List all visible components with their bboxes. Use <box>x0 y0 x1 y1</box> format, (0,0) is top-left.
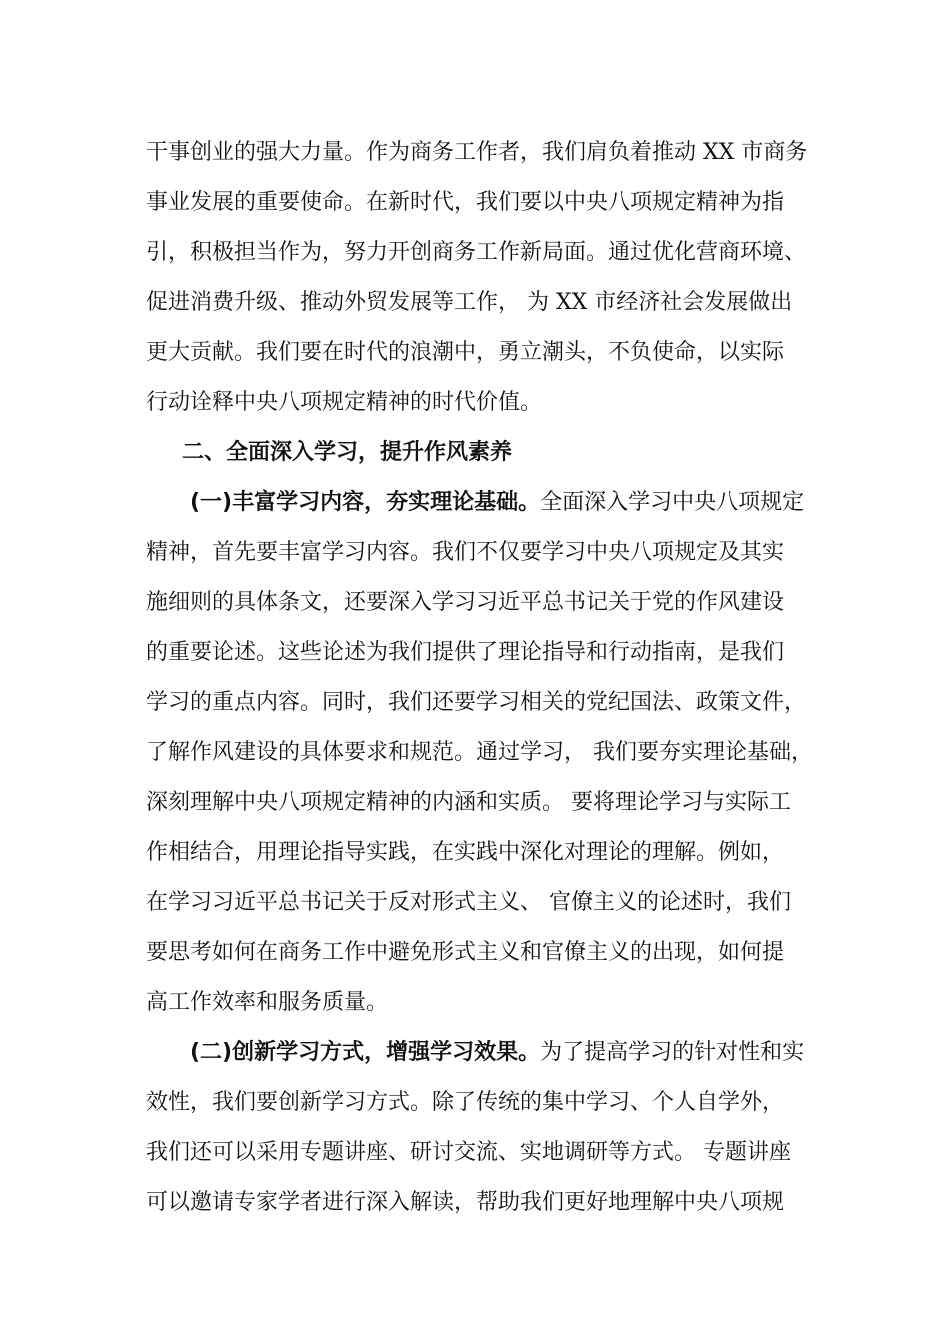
text-line: 了解作风建设的具体要求和规范。通过学习， 我们要夯实理论基础， <box>146 740 813 765</box>
subsection-first-line <box>146 478 826 528</box>
text-run: 全面深入学习中央八项规定 <box>540 490 805 515</box>
text-line: 引，积极担当作为，努力开创商务工作新局面。通过优化营商环境、 <box>146 240 807 265</box>
section-heading: 二、全面深入学习，提升作风素养 <box>182 440 513 465</box>
subsection-title: (一)丰富学习内容，夯实理论基础。 <box>190 490 541 515</box>
document-body <box>146 128 826 1228</box>
text-line: 干事创业的强大力量。作为商务工作者，我们肩负着推动 XX 市商务 <box>146 140 808 165</box>
text-line: 可以邀请专家学者进行深入解读，帮助我们更好地理解中央八项规 <box>146 1190 785 1215</box>
text-line: 精神，首先要丰富学习内容。我们不仅要学习中央八项规定及其实 <box>146 540 785 565</box>
subsection-1 <box>146 478 826 1028</box>
text-line: 施细则的具体条文，还要深入学习习近平总书记关于党的作风建设 <box>146 590 785 615</box>
text-line: 我们还可以采用专题讲座、研讨交流、实地调研等方式。 专题讲座 <box>146 1140 791 1165</box>
text-line: 在学习习近平总书记关于反对形式主义、 官僚主义的论述时，我们 <box>146 890 791 915</box>
text-line: 的重要论述。这些论述为我们提供了理论指导和行动指南，是我们 <box>146 640 785 665</box>
text-line: 促进消费升级、推动外贸发展等工作， 为 XX 市经济社会发展做出 <box>146 290 793 315</box>
text-line: 学习的重点内容。同时，我们还要学习相关的党纪国法、政策文件， <box>146 690 807 715</box>
subsection-2 <box>146 1028 826 1228</box>
text-line: 行动诠释中央八项规定精神的时代价值。 <box>146 390 543 415</box>
paragraph-1 <box>146 128 826 428</box>
text-line: 更大贡献。我们要在时代的浪潮中，勇立潮头，不负使命，以实际 <box>146 340 785 365</box>
subsection-first-line <box>146 1028 826 1078</box>
text-line: 深刻理解中央八项规定精神的内涵和实质。 要将理论学习与实际工 <box>146 790 791 815</box>
text-line: 效性，我们要创新学习方式。除了传统的集中学习、个人自学外， <box>146 1090 785 1115</box>
subsection-title: (二)创新学习方式，增强学习效果。 <box>190 1040 541 1065</box>
text-run: 为了提高学习的针对性和实 <box>540 1040 805 1065</box>
text-line: 作相结合，用理论指导实践，在实践中深化对理论的理解。例如， <box>146 840 785 865</box>
text-line: 要思考如何在商务工作中避免形式主义和官僚主义的出现，如何提 <box>146 940 785 965</box>
text-line: 高工作效率和服务质量。 <box>146 990 389 1015</box>
text-line: 事业发展的重要使命。在新时代，我们要以中央八项规定精神为指 <box>146 190 785 215</box>
